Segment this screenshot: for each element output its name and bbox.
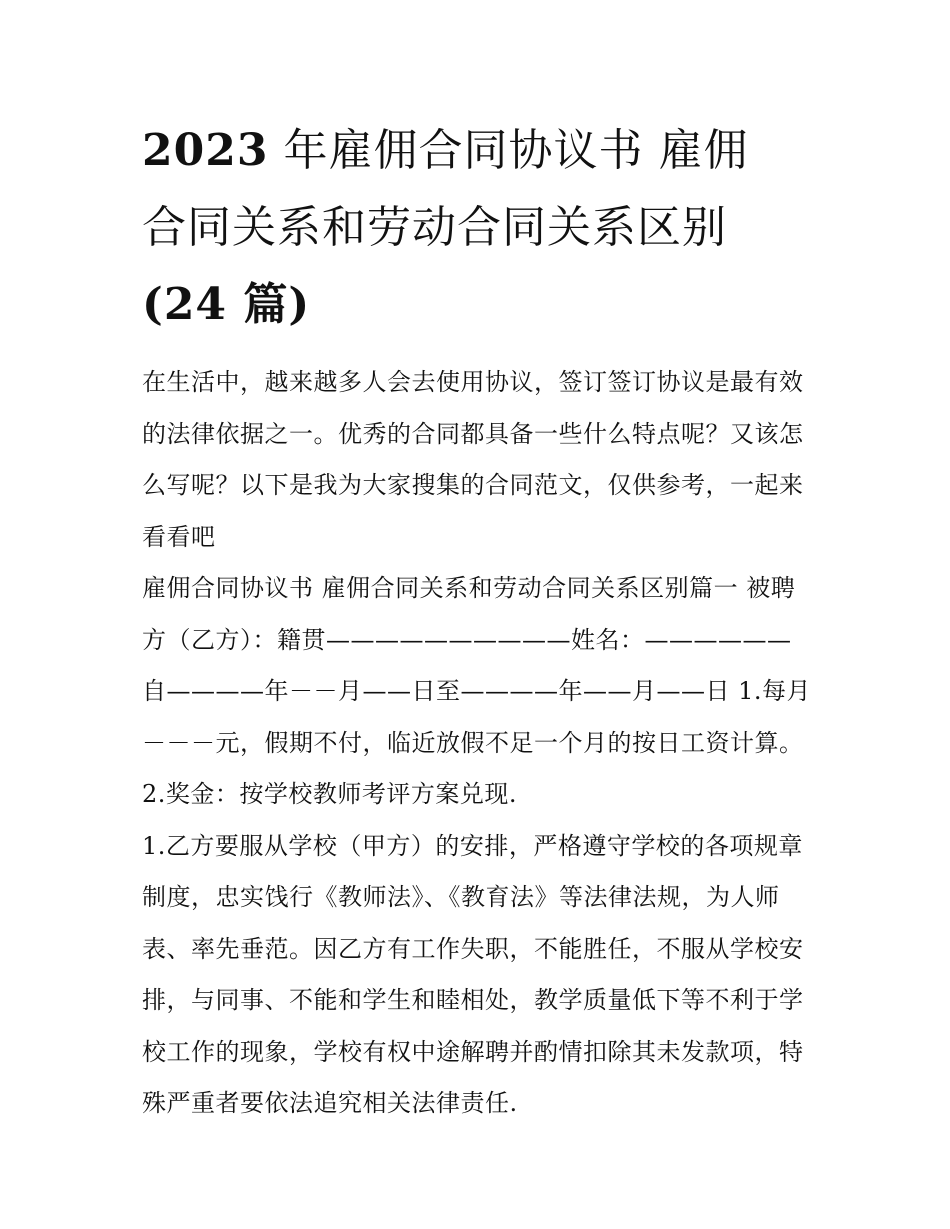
document-page xyxy=(142,112,814,1130)
title-line-2: 合同关系和劳动合同关系区别 xyxy=(142,202,727,253)
obligations-paragraph: 1.乙方要服从学校（甲方）的安排，严格遵守学校的各项规章制度，忠实饯行《教师法》、《教育法》等法律法规，为人师表、率先垂范。因乙方有工作失职，不能胜任，不服从学校安排，与同事、不能和学生和睦相处，教学质量低下等不利于学校工作的现象，学校有权中途解聘并酌情扣除其未发款项，特殊严重者要依法追究相关法律责任. xyxy=(142,831,804,1117)
title-line-1: 2023 年雇佣合同协议书 雇佣 xyxy=(142,125,749,176)
document-title xyxy=(142,112,814,343)
bonus-paragraph: 2.奖金：按学校教师考评方案兑现. xyxy=(142,780,518,808)
title-year: 2023 xyxy=(142,125,269,176)
contract-terms-paragraph: 雇佣合同协议书 雇佣合同关系和劳动合同关系区别篇一 被聘方（乙方）：籍贯——————————姓名：——————自————年－－月——日至————年——月——日 1.每月－－－元，假期不付，临近放假不足一个月的按日工资计算。 xyxy=(142,574,812,757)
intro-paragraph: 在生活中，越来越多人会去使用协议，签订签订协议是最有效的法律依据之一。优秀的合同都具备一些什么特点呢？又该怎么写呢？以下是我为大家搜集的合同范文，仅供参考，一起来看看吧 xyxy=(142,368,804,551)
title-line-3: (24 篇) xyxy=(142,279,311,330)
document-body xyxy=(142,357,814,1130)
